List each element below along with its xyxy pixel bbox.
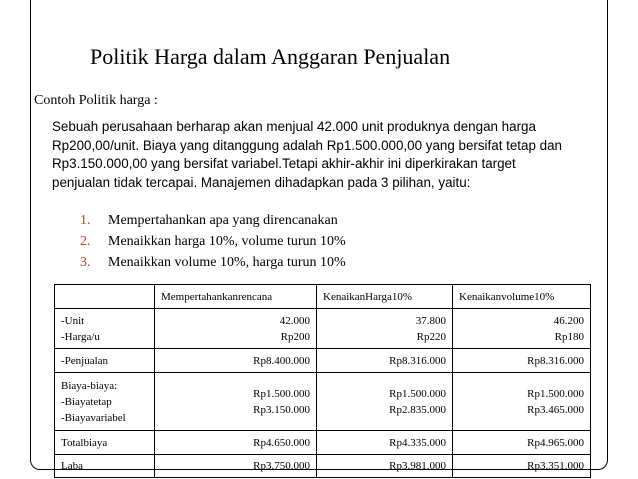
- value-cell: [317, 455, 453, 478]
- value-line: Rp8.400.000: [253, 354, 310, 367]
- header-cell: [55, 285, 155, 309]
- value-cell: [317, 373, 453, 431]
- value-cell: [453, 309, 591, 349]
- table-row: [55, 349, 591, 373]
- value-line: Rp3.465.000: [527, 403, 584, 416]
- row-label: [55, 309, 155, 349]
- value-line: Rp8.316.000: [527, 354, 584, 367]
- options-list: [80, 210, 346, 273]
- option-number: 2.: [80, 234, 91, 249]
- intro-text: Contoh Politik harga :: [34, 93, 158, 108]
- value-line: Rp1.500.000: [527, 387, 584, 400]
- table-header-row: [55, 285, 591, 309]
- option-number: 3.: [80, 255, 91, 270]
- table-row: [55, 373, 591, 431]
- row-label: [55, 431, 155, 455]
- value-line: 46.200: [553, 314, 584, 327]
- value-line: Rp3.351.000: [527, 460, 584, 472]
- option-item: [80, 231, 346, 252]
- value-cell: [453, 373, 591, 431]
- option-item: [80, 210, 346, 231]
- value-line: Rp200: [280, 330, 310, 343]
- row-label-line: Laba: [61, 460, 83, 472]
- option-number: 1.: [80, 213, 91, 228]
- value-cell: [155, 431, 317, 455]
- value-cell: [317, 349, 453, 373]
- value-cell: [317, 431, 453, 455]
- row-label-line: Biaya-biaya:: [61, 379, 118, 392]
- row-label-line: -Biayavariabel: [61, 411, 126, 424]
- value-line: Rp4.650.000: [253, 436, 310, 449]
- value-line: Rp2.835.000: [389, 403, 446, 416]
- value-line: Rp220: [416, 330, 446, 343]
- value-line: Rp4.965.000: [527, 436, 584, 449]
- value-cell: [453, 431, 591, 455]
- value-line: Rp180: [554, 330, 584, 343]
- value-line: 42.000: [279, 314, 310, 327]
- value-line: Rp4.335.000: [389, 436, 446, 449]
- value-line: Rp8.316.000: [389, 354, 446, 367]
- value-line: Rp1.500.000: [389, 387, 446, 400]
- option-text: Menaikkan harga 10%, volume turun 10%: [108, 234, 346, 249]
- slide-title: Politik Harga dalam Anggaran Penjualan: [90, 44, 451, 69]
- case-paragraph: Sebuah perusahaan berharap akan menjual 42.000 unit produknya dengan harga Rp200,00/unit. Biaya yang ditanggung adalah Rp1.500.000,00 yang bersifat tetap dan Rp3.150.000,00 yang bersifat variabel.Tetapi akhir-akhir ini diperkirakan target penjualan tidak tercapai. Manajemen dihadapkan pada 3 pilihan, yaitu:: [52, 119, 562, 190]
- value-cell: [155, 309, 317, 349]
- row-label-line: -Unit: [61, 314, 85, 327]
- option-text: Menaikkan volume 10%, harga turun 10%: [108, 255, 346, 270]
- value-cell: [155, 373, 317, 431]
- row-label-line: -Penjualan: [61, 354, 109, 367]
- option-item: [80, 252, 346, 273]
- value-cell: [155, 349, 317, 373]
- value-line: 37.800: [415, 314, 446, 327]
- value-cell: [317, 309, 453, 349]
- table-row: [55, 431, 591, 455]
- table-row: [55, 455, 591, 478]
- value-cell: [155, 455, 317, 478]
- row-label-line: -Harga/u: [61, 330, 100, 343]
- value-cell: [453, 455, 591, 478]
- header-cell: Mempertahankanrencana: [155, 285, 317, 309]
- row-label: [55, 373, 155, 431]
- value-cell: [453, 349, 591, 373]
- value-line: Rp3.750.000: [253, 460, 310, 472]
- option-text: Mempertahankan apa yang direncanakan: [108, 213, 338, 228]
- row-label-line: Totalbiaya: [61, 436, 108, 449]
- row-label: [55, 455, 155, 478]
- value-line: Rp3.981.000: [389, 460, 446, 472]
- value-line: Rp1.500.000: [253, 387, 310, 400]
- header-cell: KenaikanHarga10%: [317, 285, 453, 309]
- table-row: [55, 309, 591, 349]
- budget-table: [54, 284, 591, 478]
- row-label-line: -Biayatetap: [61, 395, 112, 408]
- value-line: Rp3.150.000: [253, 403, 310, 416]
- row-label: [55, 349, 155, 373]
- header-cell: Kenaikanvolume10%: [453, 285, 591, 309]
